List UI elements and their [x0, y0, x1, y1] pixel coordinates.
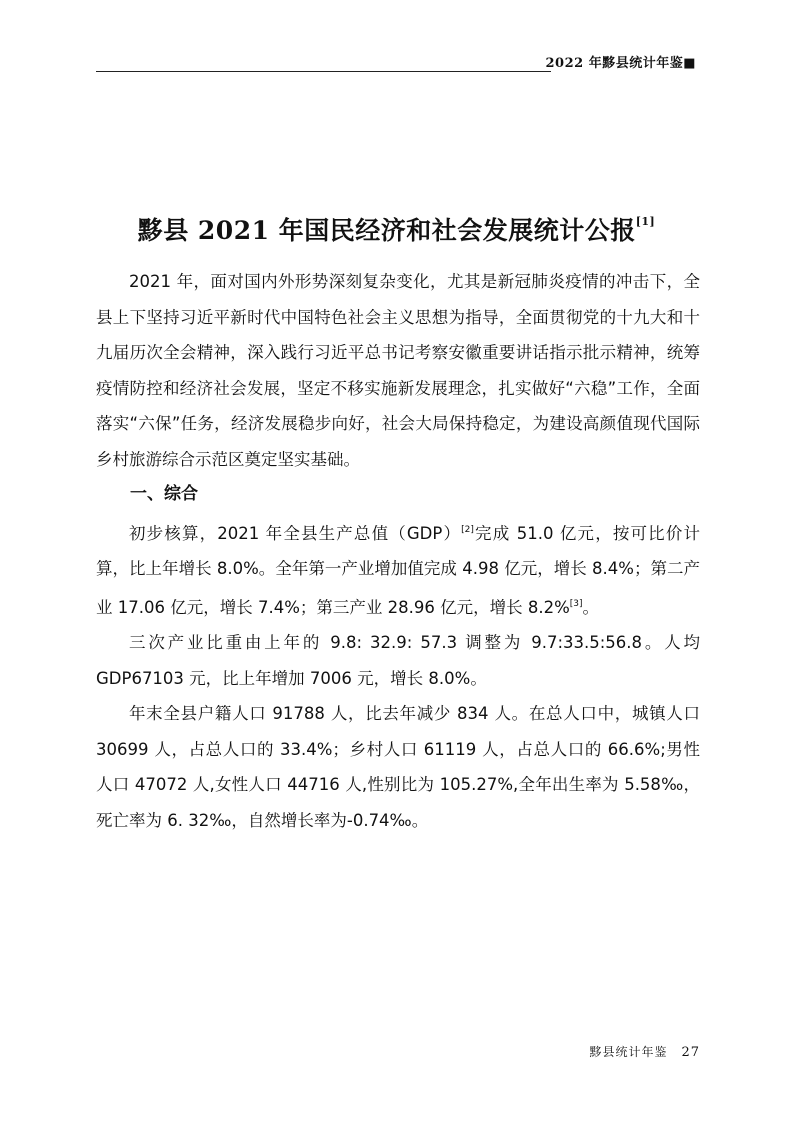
page-header [96, 50, 696, 74]
population-paragraph: 年末全县户籍人口 91788 人，比去年减少 834 人。在总人口中，城镇人口 30699 人，占总人口的 33.4%；乡村人口 61119 人，占总人口的 66.6%;男性人口 47072 人,女性人口 44716 人,性别比为 105.27%,全年出生率为 5.58‰，死亡率为 6. 32‰，自然增长率为-0.74‰。 [96, 704, 700, 830]
title-footnote-ref: [1] [635, 214, 656, 228]
running-title: 2022 年黟县统计年鉴■ [545, 56, 696, 71]
gdp-text-b: 完成 51.0 亿元，按可比价计算，比上年增长 8.0%。全年第一产业增加值完成 4.98 亿元，增长 8.4%；第二产业 17.06 亿元，增长 7.4%；第三产业 28.96 亿元，增长 8.2% [96, 523, 700, 617]
industry-structure-paragraph: 三次产业比重由上年的 9.8: 32.9: 57.3 调整为 9.7:33.5:56.8。人均 GDP67103 元，比上年增加 7006 元，增长 8.0%。 [96, 633, 700, 688]
gdp-text-c: 。 [582, 597, 600, 617]
header-rule [96, 71, 551, 72]
page-number: 27 [681, 1045, 700, 1060]
gdp-footnote-ref-2: [2] [461, 524, 474, 535]
section-heading-general: 一、综合 [130, 484, 198, 504]
gdp-footnote-ref-3: [3] [569, 598, 583, 609]
gdp-paragraph [96, 513, 700, 626]
gdp-text-a: 初步核算，2021 年全县生产总值（GDP） [129, 523, 462, 543]
page-footer [589, 1043, 700, 1060]
footer-book-name: 黟县统计年鉴 [589, 1045, 668, 1059]
intro-paragraph: 2021 年，面对国内外形势深刻复杂变化，尤其是新冠肺炎疫情的冲击下，全县上下坚持习近平新时代中国特色社会主义思想为指导，全面贯彻党的十九大和十九届历次全会精神，深入践行习近平总书记考察安徽重要讲话指示批示精神，统筹疫情防控和经济社会发展，坚定不移实施新发展理念，扎实做好“六稳”工作，全面落实“六保”任务，经济发展稳步向好，社会大局保持稳定，为建设高颜值现代国际乡村旅游综合示范区奠定坚实基础。 [96, 272, 700, 469]
document-body [96, 264, 700, 838]
title-text: 黟县 2021 年国民经济和社会发展统计公报 [137, 215, 636, 245]
document-title [0, 211, 793, 247]
